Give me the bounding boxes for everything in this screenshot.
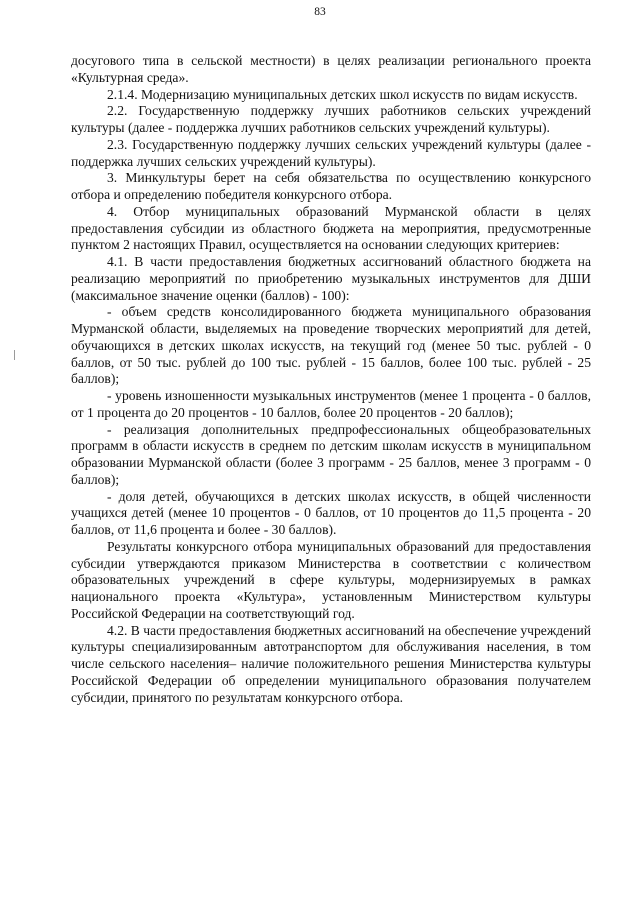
document-body (71, 53, 591, 706)
paragraph-2: 2.1.4. Модернизацию муниципальных детских школ искусств по видам искусств. (107, 86, 578, 102)
paragraph-10: - реализация дополнительных предпрофессиональных общеобразовательных программ в области искусств в среднем по детским школам искусств в муниципальном образовании Мурманской области (более 3 программ - 25 баллов, менее 3 программ - 0 баллов); (71, 421, 591, 487)
paragraph-8: - объем средств консолидированного бюджета муниципального образования Мурманской области, выделяемых на проведение творческих мероприятий для детей, обучающихся в детских школах искусств, на текущий год (менее 50 тыс. рублей - 0 баллов, от 50 тыс. рублей до 100 тыс. рублей - 15 баллов, более 100 тыс. рублей - 25 баллов); (71, 304, 591, 387)
paragraph-12: Результаты конкурсного отбора муниципальных образований для предоставления субсидии утверждаются приказом Министерства в соответствии с количеством образовательных учреждений в сфере культуры, модернизируемых в рамках национального проекта «Культура», установленным Министерством культуры Российской Федерации на соответствующий год. (71, 538, 591, 621)
paragraph-7: 4.1. В части предоставления бюджетных ассигнований областного бюджета на реализацию мероприятий по приобретению музыкальных инструментов для ДШИ (максимальное значение оценки (баллов) - 100): (71, 254, 591, 303)
paragraph-11: - доля детей, обучающихся в детских школах искусств, в общей численности учащихся детей (менее 10 процентов - 0 баллов, от 10 процентов до 11,5 процента - 20 баллов, от 11,6 процента и более - 30 баллов). (71, 488, 591, 537)
paragraph-3: 2.2. Государственную поддержку лучших работников сельских учреждений культуры (далее - поддержка лучших работников сельских учреждений культуры). (71, 103, 591, 135)
paragraph-1: досугового типа в сельской местности) в целях реализации регионального проекта «Культурная среда». (71, 53, 591, 85)
paragraph-4: 2.3. Государственную поддержку лучших сельских учреждений культуры (далее - поддержка лучших сельских учреждений культуры). (71, 136, 591, 169)
page-number: 83 (314, 6, 326, 18)
paragraph-6: 4. Отбор муниципальных образований Мурманской области в целях предоставления субсидии из областного бюджета на мероприятия, предусмотренные пунктом 2 настоящих Правил, осуществляется на основании следующих критериев: (71, 203, 591, 253)
paragraph-13: 4.2. В части предоставления бюджетных ассигнований на обеспечение учреждений культуры специализированным автотранспортом для обслуживания населения, в том числе сельского населения– наличие положительного решения Министерства культуры Российской Федерации об определении муниципального образования получателем субсидии, принятого по результатам конкурсного отбора. (71, 622, 591, 705)
scan-artifact (14, 350, 15, 360)
paragraph-5: 3. Минкультуры берет на себя обязательства по осуществлению конкурсного отбора и определению победителя конкурсного отбора. (71, 170, 591, 202)
paragraph-9: - уровень изношенности музыкальных инструментов (менее 1 процента - 0 баллов, от 1 процента до 20 процентов - 10 баллов, более 20 процентов - 20 баллов); (71, 388, 591, 420)
